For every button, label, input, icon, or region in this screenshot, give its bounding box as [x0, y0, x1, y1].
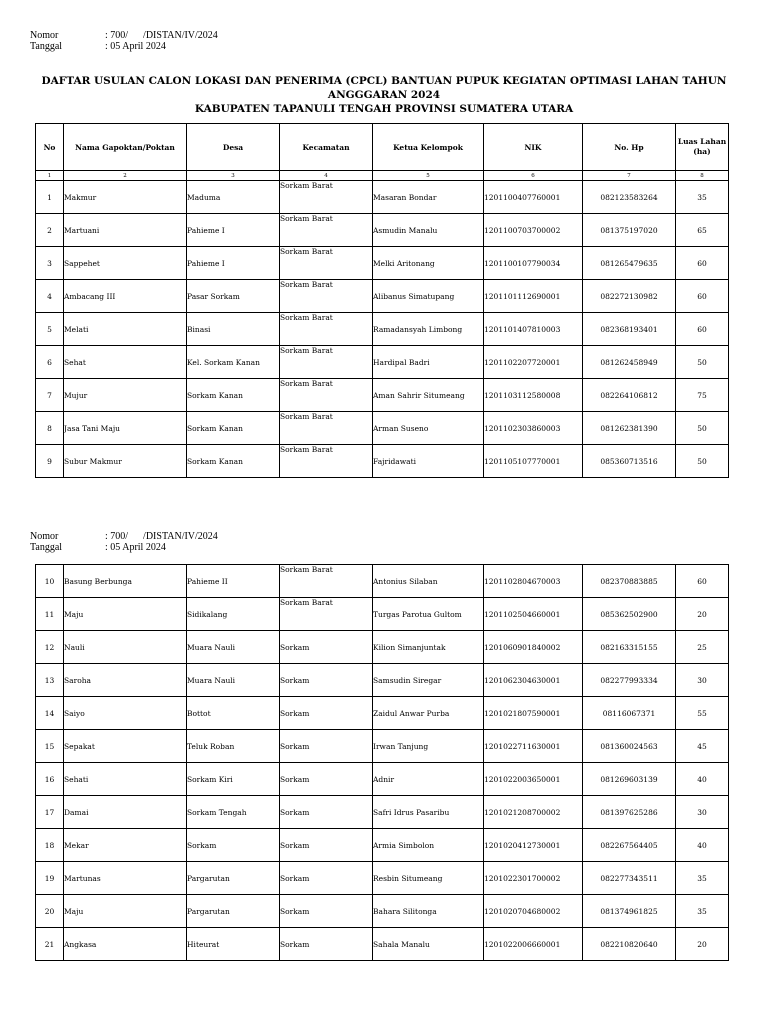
cell-ketua: Hardipal Badri — [373, 346, 484, 379]
header-no: No — [36, 124, 64, 171]
cell-ketua: Melki Aritonang — [373, 247, 484, 280]
cell-no: 10 — [36, 565, 64, 598]
cell-luas: 60 — [676, 313, 729, 346]
cell-desa: Sorkam Kanan — [187, 445, 280, 478]
cell-nama: Maju — [64, 895, 187, 928]
cell-no: 14 — [36, 697, 64, 730]
header-hp: No. Hp — [583, 124, 676, 171]
cell-kecamatan: Sorkam Barat — [280, 445, 373, 478]
cell-kecamatan: Sorkam Barat — [280, 214, 373, 247]
table-row — [36, 895, 729, 928]
cpcl-table-page-1 — [35, 123, 729, 478]
cell-nama: Mujur — [64, 379, 187, 412]
cell-hp: 082267564405 — [583, 829, 676, 862]
header-luas: Luas Lahan (ha) — [676, 124, 729, 171]
cell-kecamatan: Sorkam — [280, 928, 373, 961]
cell-hp: 082123583264 — [583, 181, 676, 214]
cell-no: 7 — [36, 379, 64, 412]
cell-nama: Ambacang III — [64, 280, 187, 313]
cell-kecamatan: Sorkam — [280, 763, 373, 796]
cell-luas: 60 — [676, 280, 729, 313]
cell-desa: Binasi — [187, 313, 280, 346]
cell-nik: 1201022711630001 — [484, 730, 583, 763]
cell-hp: 081375197020 — [583, 214, 676, 247]
cell-nik: 1201105107770001 — [484, 445, 583, 478]
cell-kecamatan: Sorkam — [280, 730, 373, 763]
cell-kecamatan: Sorkam Barat — [280, 313, 373, 346]
cell-luas: 45 — [676, 730, 729, 763]
tanggal-label: Tanggal — [30, 542, 63, 553]
cell-hp: 082210820640 — [583, 928, 676, 961]
cell-nik: 1201021208700002 — [484, 796, 583, 829]
cell-hp: 082277343511 — [583, 862, 676, 895]
cell-hp: 082264106812 — [583, 379, 676, 412]
cell-nama: Mekar — [64, 829, 187, 862]
cell-nik: 1201102804670003 — [484, 565, 583, 598]
header-num: 6 — [484, 171, 583, 181]
cell-hp: 081397625286 — [583, 796, 676, 829]
cell-nama: Sehat — [64, 346, 187, 379]
cell-kecamatan: Sorkam Barat — [280, 412, 373, 445]
cell-no: 2 — [36, 214, 64, 247]
cell-nama: Angkasa — [64, 928, 187, 961]
cell-nik: 1201022003650001 — [484, 763, 583, 796]
cell-hp: 082277993334 — [583, 664, 676, 697]
cell-hp: 081262458949 — [583, 346, 676, 379]
cell-nama: Sappehet — [64, 247, 187, 280]
cell-desa: Sorkam Kanan — [187, 379, 280, 412]
cell-desa: Sorkam — [187, 829, 280, 862]
table-row — [36, 247, 729, 280]
cell-no: 19 — [36, 862, 64, 895]
document-title — [20, 74, 748, 116]
cell-no: 15 — [36, 730, 64, 763]
cell-desa: Bottot — [187, 697, 280, 730]
cell-hp: 081360024563 — [583, 730, 676, 763]
cell-nama: Nauli — [64, 631, 187, 664]
cell-hp: 08116067371 — [583, 697, 676, 730]
cell-hp: 082370883885 — [583, 565, 676, 598]
cell-desa: Pasar Sorkam — [187, 280, 280, 313]
header-desa: Desa — [187, 124, 280, 171]
cell-ketua: Irwan Tanjung — [373, 730, 484, 763]
cell-nik: 1201101407810003 — [484, 313, 583, 346]
cell-hp: 082272130982 — [583, 280, 676, 313]
cell-nama: Martunas — [64, 862, 187, 895]
cell-no: 3 — [36, 247, 64, 280]
cell-no: 16 — [36, 763, 64, 796]
cell-desa: Hiteurat — [187, 928, 280, 961]
cell-kecamatan: Sorkam Barat — [280, 346, 373, 379]
cell-nik: 1201100107790034 — [484, 247, 583, 280]
cell-nik: 1201060901840002 — [484, 631, 583, 664]
cell-desa: Pahieme I — [187, 247, 280, 280]
table-header-row — [36, 124, 729, 171]
cell-ketua: Alibanus Simatupang — [373, 280, 484, 313]
cell-luas: 55 — [676, 697, 729, 730]
header-num: 5 — [373, 171, 484, 181]
table-row — [36, 280, 729, 313]
cell-luas: 35 — [676, 895, 729, 928]
cell-luas: 75 — [676, 379, 729, 412]
table-row — [36, 829, 729, 862]
cell-kecamatan: Sorkam Barat — [280, 565, 373, 598]
cell-ketua: Sahala Manalu — [373, 928, 484, 961]
nomor-value: : 700/ /DISTAN/IV/2024 — [105, 531, 218, 542]
cell-nik: 1201100703700002 — [484, 214, 583, 247]
table-row — [36, 565, 729, 598]
cell-desa: Maduma — [187, 181, 280, 214]
cell-nama: Saiyo — [64, 697, 187, 730]
cell-desa: Sidikalang — [187, 598, 280, 631]
header-num: 3 — [187, 171, 280, 181]
cell-kecamatan: Sorkam — [280, 895, 373, 928]
cell-desa: Sorkam Kanan — [187, 412, 280, 445]
cell-ketua: Safri Idrus Pasaribu — [373, 796, 484, 829]
cell-desa: Pargarutan — [187, 895, 280, 928]
cell-hp: 082368193401 — [583, 313, 676, 346]
table-row — [36, 763, 729, 796]
cell-nama: Damai — [64, 796, 187, 829]
cell-desa: Pahieme II — [187, 565, 280, 598]
table-row — [36, 313, 729, 346]
cell-nik: 1201021807590001 — [484, 697, 583, 730]
header-nik: NIK — [484, 124, 583, 171]
cell-ketua: Samsudin Siregar — [373, 664, 484, 697]
cell-desa: Sorkam Kiri — [187, 763, 280, 796]
cell-kecamatan: Sorkam — [280, 664, 373, 697]
nomor-label: Nomor — [30, 30, 59, 41]
table-row — [36, 664, 729, 697]
table-row — [36, 379, 729, 412]
tanggal-value: : 05 April 2024 — [105, 542, 166, 553]
cell-kecamatan: Sorkam — [280, 829, 373, 862]
cell-ketua: Aman Sahrir Situmeang — [373, 379, 484, 412]
cell-kecamatan: Sorkam Barat — [280, 280, 373, 313]
cell-desa: Pargarutan — [187, 862, 280, 895]
table-row — [36, 412, 729, 445]
cell-nama: Sepakat — [64, 730, 187, 763]
cell-nama: Subur Makmur — [64, 445, 187, 478]
cell-luas: 65 — [676, 214, 729, 247]
cell-nik: 1201101112690001 — [484, 280, 583, 313]
cell-desa: Teluk Roban — [187, 730, 280, 763]
cell-nik: 1201022301700002 — [484, 862, 583, 895]
cell-nama: Basung Berbunga — [64, 565, 187, 598]
header-ketua: Ketua Kelompok — [373, 124, 484, 171]
cell-nama: Jasa Tani Maju — [64, 412, 187, 445]
cell-nama: Melati — [64, 313, 187, 346]
cell-nik: 1201022006660001 — [484, 928, 583, 961]
cell-luas: 60 — [676, 247, 729, 280]
header-num: 4 — [280, 171, 373, 181]
cell-no: 5 — [36, 313, 64, 346]
cell-no: 20 — [36, 895, 64, 928]
cell-hp: 081262381390 — [583, 412, 676, 445]
cell-no: 13 — [36, 664, 64, 697]
cell-kecamatan: Sorkam — [280, 697, 373, 730]
cell-ketua: Asmudin Manalu — [373, 214, 484, 247]
cell-nama: Sehati — [64, 763, 187, 796]
cell-desa: Kel. Sorkam Kanan — [187, 346, 280, 379]
cpcl-table-page-2 — [35, 564, 729, 961]
table-row — [36, 445, 729, 478]
table-row — [36, 631, 729, 664]
table-row — [36, 862, 729, 895]
cell-nama: Martuani — [64, 214, 187, 247]
cell-luas: 50 — [676, 445, 729, 478]
cell-ketua: Armia Simbolon — [373, 829, 484, 862]
cell-hp: 081374961825 — [583, 895, 676, 928]
table-row — [36, 928, 729, 961]
table-row — [36, 697, 729, 730]
table-row — [36, 214, 729, 247]
cell-nik: 1201062304630001 — [484, 664, 583, 697]
cell-no: 12 — [36, 631, 64, 664]
cell-luas: 35 — [676, 862, 729, 895]
cell-nik: 1201020412730001 — [484, 829, 583, 862]
cell-nama: Maju — [64, 598, 187, 631]
cell-kecamatan: Sorkam — [280, 631, 373, 664]
header-nama: Nama Gapoktan/Poktan — [64, 124, 187, 171]
letter-meta — [30, 30, 218, 52]
cell-ketua: Bahara Silitonga — [373, 895, 484, 928]
cell-luas: 35 — [676, 181, 729, 214]
cell-no: 4 — [36, 280, 64, 313]
tanggal-value: : 05 April 2024 — [105, 41, 166, 52]
header-num: 2 — [64, 171, 187, 181]
header-number-row — [36, 171, 729, 181]
cell-no: 1 — [36, 181, 64, 214]
table-row — [36, 181, 729, 214]
cell-no: 21 — [36, 928, 64, 961]
cell-luas: 30 — [676, 664, 729, 697]
header-kecamatan: Kecamatan — [280, 124, 373, 171]
table-row — [36, 730, 729, 763]
cell-luas: 50 — [676, 346, 729, 379]
cell-nik: 1201020704680002 — [484, 895, 583, 928]
header-num: 1 — [36, 171, 64, 181]
cell-luas: 30 — [676, 796, 729, 829]
cell-desa: Sorkam Tengah — [187, 796, 280, 829]
cell-kecamatan: Sorkam Barat — [280, 181, 373, 214]
cell-kecamatan: Sorkam Barat — [280, 379, 373, 412]
cell-nik: 1201102504660001 — [484, 598, 583, 631]
cell-hp: 085360713516 — [583, 445, 676, 478]
cell-hp: 081269603139 — [583, 763, 676, 796]
title-line-1: DAFTAR USULAN CALON LOKASI DAN PENERIMA (CPCL) BANTUAN PUPUK KEGIATAN OPTIMASI LAHAN TAHUN ANGGGARAN 2024 — [41, 75, 727, 101]
cell-kecamatan: Sorkam — [280, 862, 373, 895]
cell-luas: 25 — [676, 631, 729, 664]
cell-ketua: Antonius Silaban — [373, 565, 484, 598]
cell-no: 6 — [36, 346, 64, 379]
cell-nik: 1201102303860003 — [484, 412, 583, 445]
cell-ketua: Fajridawati — [373, 445, 484, 478]
cell-nama: Saroha — [64, 664, 187, 697]
cell-ketua: Adnir — [373, 763, 484, 796]
cell-nik: 1201103112580008 — [484, 379, 583, 412]
table-row — [36, 796, 729, 829]
cell-no: 8 — [36, 412, 64, 445]
cell-ketua: Kilion Simanjuntak — [373, 631, 484, 664]
cell-ketua: Resbin Situmeang — [373, 862, 484, 895]
cell-desa: Muara Nauli — [187, 664, 280, 697]
cell-desa: Pahieme I — [187, 214, 280, 247]
cell-hp: 085362502900 — [583, 598, 676, 631]
cell-kecamatan: Sorkam Barat — [280, 598, 373, 631]
cell-no: 17 — [36, 796, 64, 829]
cell-luas: 40 — [676, 829, 729, 862]
table-row — [36, 598, 729, 631]
cell-ketua: Zaidul Anwar Purba — [373, 697, 484, 730]
cell-ketua: Masaran Bondar — [373, 181, 484, 214]
cell-ketua: Ramadansyah Limbong — [373, 313, 484, 346]
cell-luas: 40 — [676, 763, 729, 796]
cell-ketua: Arman Suseno — [373, 412, 484, 445]
letter-meta-page-2 — [30, 531, 218, 553]
cell-luas: 50 — [676, 412, 729, 445]
title-line-2: KABUPATEN TAPANULI TENGAH PROVINSI SUMATERA UTARA — [194, 103, 574, 115]
cell-luas: 20 — [676, 598, 729, 631]
cell-ketua: Turgas Parotua Gultom — [373, 598, 484, 631]
cell-nik: 1201100407760001 — [484, 181, 583, 214]
cell-desa: Muara Nauli — [187, 631, 280, 664]
cell-luas: 20 — [676, 928, 729, 961]
table-row — [36, 346, 729, 379]
cell-no: 9 — [36, 445, 64, 478]
nomor-label: Nomor — [30, 531, 59, 542]
header-num: 7 — [583, 171, 676, 181]
nomor-value: : 700/ /DISTAN/IV/2024 — [105, 30, 218, 41]
cell-hp: 082163315155 — [583, 631, 676, 664]
cell-no: 18 — [36, 829, 64, 862]
cell-kecamatan: Sorkam Barat — [280, 247, 373, 280]
cell-kecamatan: Sorkam — [280, 796, 373, 829]
cell-hp: 081265479635 — [583, 247, 676, 280]
cell-nik: 1201102207720001 — [484, 346, 583, 379]
tanggal-label: Tanggal — [30, 41, 63, 52]
cell-nama: Makmur — [64, 181, 187, 214]
cell-luas: 60 — [676, 565, 729, 598]
header-num: 8 — [676, 171, 729, 181]
cell-no: 11 — [36, 598, 64, 631]
